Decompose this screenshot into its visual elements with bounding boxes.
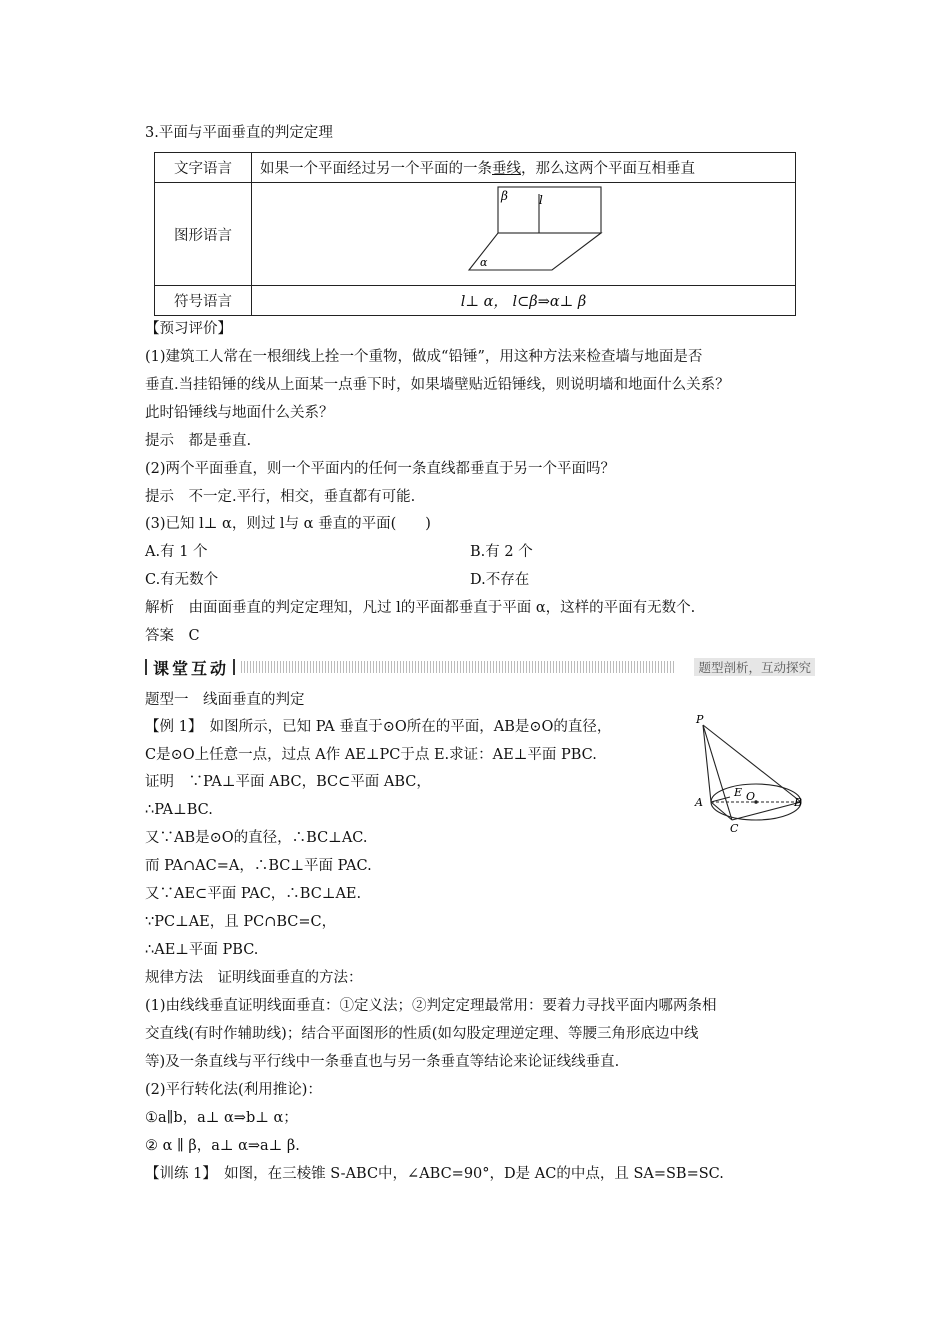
proof-line-3: 又∵AB是⊙O的直径，∴BC⊥AC. [145, 830, 368, 846]
label-e: E [734, 786, 743, 799]
question-2: (2)两个平面垂直，则一个平面内的任何一条直线都垂直于另一个平面吗？ [145, 461, 616, 477]
section-title: 3.平面与平面垂直的判定定理 [145, 125, 333, 141]
question-3: (3)已知 l⊥ α，则过 l与 α 垂直的平面( ) [145, 516, 431, 532]
proof-line-2: ∴PA⊥BC. [145, 802, 213, 818]
option-a: A.有 1 个 [145, 544, 208, 560]
method-1-line-1: (1)由线线垂直证明线面垂直：①定义法；②判定定理最常用：要着力寻找平面内哪两条相 [145, 998, 717, 1014]
proof-line-4: 而 PA∩AC=A，∴BC⊥平面 PAC. [145, 858, 372, 874]
proof-line-5: 又∵AE⊂平面 PAC，∴BC⊥AE. [145, 886, 362, 902]
table-figure-cell [252, 183, 796, 286]
method-title: 规律方法 证明线面垂直的方法： [145, 970, 363, 986]
example-1-line-2: C是⊙O上任意一点，过点 A作 AE⊥PC于点 E.求证：AE⊥平面 PBC. [145, 747, 597, 763]
cone-figure [690, 714, 815, 839]
question-1-line-2: 垂直.当挂铅锤的线从上面某一点垂下时，如果墙壁贴近铅锤线，则说明墙和地面什么关系？ [145, 377, 730, 393]
question-1-line-1: (1)建筑工人常在一根细线上拴一个重物，做成“铅锤”，用这种方法来检查墙与地面是否 [145, 349, 703, 365]
option-c: C.有无数个 [145, 572, 219, 588]
method-1-line-2: 交直线(有时作辅助线)；结合平面图形的性质(如勾股定理逆定理、等腰三角形底边中线 [145, 1026, 699, 1042]
label-c: C [730, 822, 739, 835]
table-symbol-content: l⊥ α， l⊂β⇒α⊥ β [252, 286, 796, 316]
answer: 答案 C [145, 628, 200, 644]
option-d: D.不存在 [470, 572, 530, 588]
table-header-figure: 图形语言 [155, 183, 252, 286]
type-1-title: 题型一 线面垂直的判定 [145, 692, 305, 708]
label-o: O [746, 790, 756, 803]
banner-subtitle: 题型剖析，互动探究 [694, 658, 815, 676]
proof-line-7: ∴AE⊥平面 PBC. [145, 942, 259, 958]
banner-title: 课堂互动 [153, 659, 230, 678]
perpendicular-planes-figure [252, 184, 795, 285]
banner-bar-right [233, 659, 235, 675]
label-b: B [794, 796, 803, 809]
banner-bar-left [145, 659, 147, 675]
proof-line-6: ∵PC⊥AE，且 PC∩BC=C， [145, 914, 337, 930]
banner-dots [241, 661, 675, 673]
section-banner [145, 657, 815, 677]
label-p: P [696, 714, 704, 726]
method-1-line-3: 等)及一条直线与平行线中一条垂直也与另一条垂直等结论来论证线线垂直. [145, 1054, 620, 1070]
method-2-b: ② α ∥ β，a⊥ α⇒a⊥ β. [145, 1138, 300, 1154]
example-1-line-1: 【例 1】 如图所示，已知 PA 垂直于⊙O所在的平面，AB是⊙O的直径， [145, 719, 612, 735]
training-1: 【训练 1】 如图，在三棱锥 S-ABC中，∠ABC=90°，D是 AC的中点，且 SA=SB=SC. [145, 1166, 724, 1182]
fig-beta-label: β [501, 188, 508, 203]
method-2-a: ①a∥b，a⊥ α⇒b⊥ α； [145, 1110, 298, 1126]
proof-line-1: 证明 ∵PA⊥平面 ABC，BC⊂平面 ABC， [145, 774, 431, 790]
method-2: (2)平行转化法(利用推论)： [145, 1082, 322, 1098]
theorem-table [154, 152, 796, 316]
preview-heading: 【预习评价】 [145, 321, 232, 337]
fig-l-label: l [539, 192, 543, 207]
hint-2: 提示 不一定.平行，相交，垂直都有可能. [145, 489, 416, 505]
question-1-line-3: 此时铅锤线与地面什么关系？ [145, 405, 334, 421]
option-b: B.有 2 个 [470, 544, 533, 560]
hint-1: 提示 都是垂直. [145, 433, 252, 449]
analysis: 解析 由面面垂直的判定定理知，凡过 l的平面都垂直于平面 α，这样的平面有无数个. [145, 600, 696, 616]
table-header-symbol: 符号语言 [155, 286, 252, 316]
label-a: A [695, 796, 703, 809]
table-text-statement: 如果一个平面经过另一个平面的一条垂线，那么这两个平面互相垂直 [252, 153, 796, 183]
table-header-text: 文字语言 [155, 153, 252, 183]
fig-alpha-label: α [480, 255, 488, 269]
